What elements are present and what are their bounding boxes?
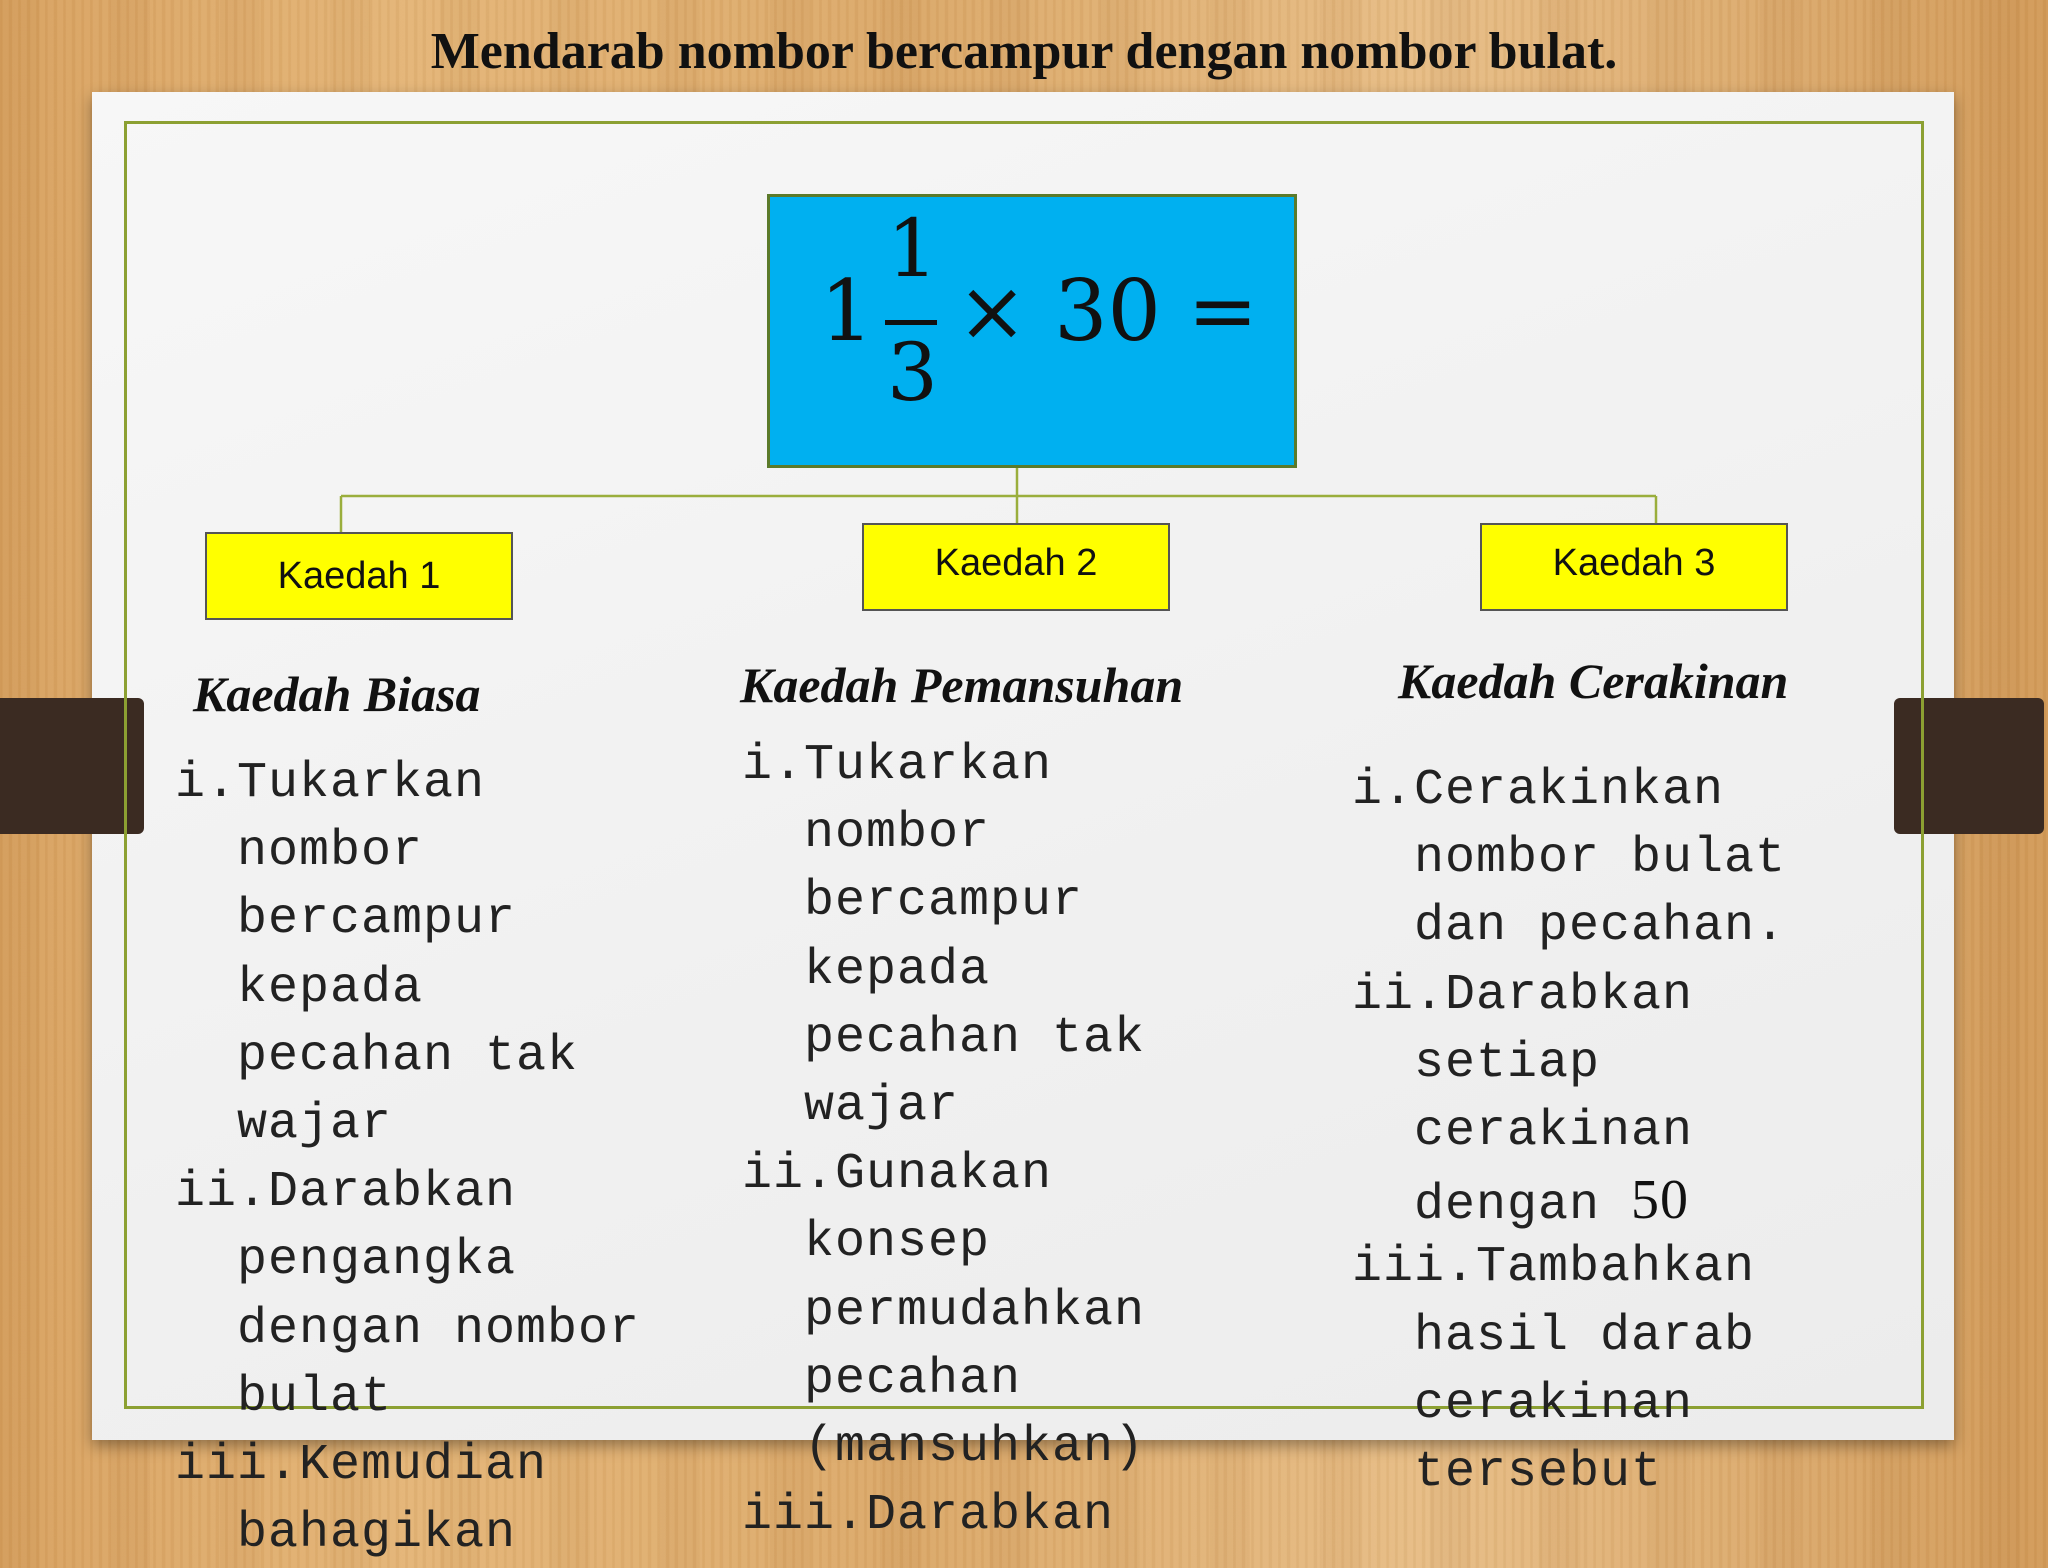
step-text: dengan <box>1414 1177 1601 1235</box>
step-line: bulat <box>237 1368 393 1426</box>
step-line: ii.Gunakan <box>742 1146 1053 1204</box>
step-line: konsep <box>804 1214 991 1272</box>
step-line: bercampur <box>804 873 1084 931</box>
step-line: kepada <box>804 941 991 999</box>
kaedah-2-box: Kaedah 2 <box>862 523 1170 611</box>
heading-kaedah-pemansuhan: Kaedah Pemansuhan <box>740 657 1184 713</box>
left-strap <box>0 698 144 834</box>
step-line: iii.Kemudian <box>175 1436 548 1494</box>
heading-kaedah-biasa: Kaedah Biasa <box>193 666 481 722</box>
kaedah-1-box: Kaedah 1 <box>205 532 513 620</box>
step-line: dan pecahan. <box>1414 898 1787 956</box>
step-line: kepada <box>237 959 424 1017</box>
step-line: i.Cerakinkan <box>1352 762 1725 819</box>
step-line: ii.Darabkan <box>175 1164 517 1222</box>
equation-box <box>767 194 1297 468</box>
step-line: pecahan tak <box>804 1009 1146 1067</box>
step-line: bercampur <box>237 891 517 949</box>
equation-multiplier: × 30 = <box>957 262 1259 360</box>
step-line: i.Tukarkan <box>742 737 1053 794</box>
equation-whole-number: 1 <box>820 262 874 360</box>
step-line: iii.Darabkan <box>742 1487 1115 1545</box>
step-line: pecahan <box>804 1350 1022 1408</box>
step-line: nombor <box>804 805 991 863</box>
step-line: (mansuhkan) <box>804 1418 1146 1476</box>
step-line: permudahkan <box>804 1282 1146 1340</box>
step-line: ii.Darabkan <box>1352 966 1694 1024</box>
step-line: cerakinan <box>1414 1375 1694 1433</box>
slide-title: Mendarab nombor bercampur dengan nombor bulat. <box>430 23 1618 80</box>
step-line-with-number <box>1352 1166 1786 1234</box>
steps-kaedah-pemansuhan <box>742 732 1145 1550</box>
step-line: tersebut <box>1414 1443 1663 1501</box>
kaedah-3-box: Kaedah 3 <box>1480 523 1788 611</box>
step-line: wajar <box>804 1077 960 1135</box>
steps-kaedah-biasa <box>175 750 640 1568</box>
inline-number: 50 <box>1631 1169 1690 1232</box>
step-line: wajar <box>237 1095 393 1153</box>
step-line: pecahan tak <box>237 1027 579 1085</box>
heading-kaedah-cerakinan: Kaedah Cerakinan <box>1398 653 1789 709</box>
step-line: i.Tukarkan <box>175 755 486 812</box>
step-line: nombor <box>237 823 424 881</box>
steps-kaedah-cerakinan <box>1352 757 1786 1507</box>
step-line: dengan nombor <box>237 1300 641 1358</box>
fraction-numerator: 1 <box>887 202 938 295</box>
step-line: bahagikan <box>237 1505 517 1563</box>
step-line: cerakinan <box>1414 1102 1694 1160</box>
fraction-denominator: 3 <box>887 326 938 419</box>
step-line: nombor bulat <box>1414 830 1787 888</box>
step-line: setiap <box>1414 1034 1601 1092</box>
step-line: iii.Tambahkan <box>1352 1239 1756 1297</box>
step-line: hasil darab <box>1414 1307 1756 1365</box>
step-line: pengangka <box>237 1232 517 1290</box>
fraction-bar <box>885 320 937 325</box>
